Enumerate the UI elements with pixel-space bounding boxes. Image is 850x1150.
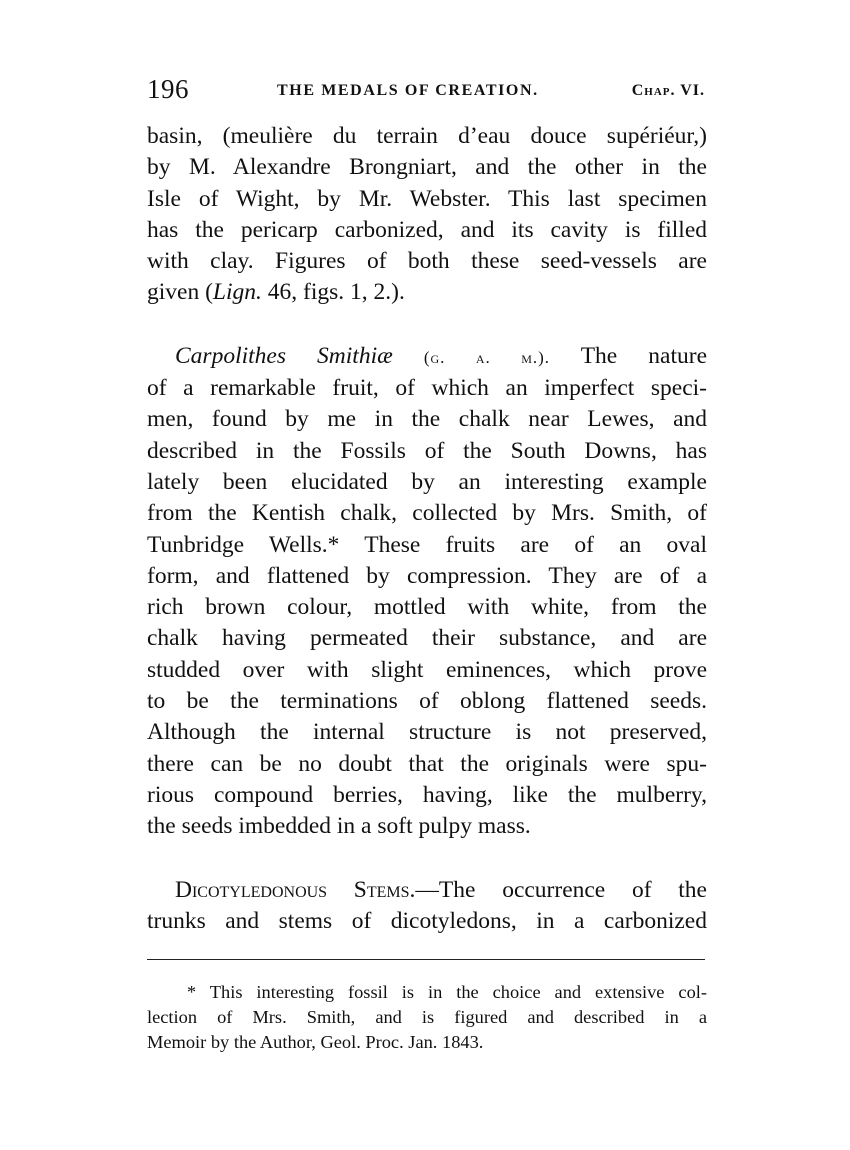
text-line: by M. Alexandre Brongniart, and the other in the bbox=[147, 154, 707, 181]
paragraph-1 bbox=[147, 121, 707, 309]
chapter-reference: Chap. VI. bbox=[631, 82, 705, 99]
text-line: there can be no doubt that the originals were spu- bbox=[147, 750, 707, 777]
text-segment: 46, figs. 1, 2.). bbox=[261, 279, 405, 306]
book-page bbox=[147, 72, 707, 1055]
text-line: lately been elucidated by an interesting example bbox=[147, 468, 707, 495]
page-number: 196 bbox=[147, 74, 189, 104]
footnote-line: Memoir by the Author, Geol. Proc. Jan. 1843. bbox=[147, 1031, 484, 1052]
author-initials: (g. a. m.). bbox=[423, 347, 551, 367]
italic-reference: Lign. bbox=[212, 279, 262, 306]
text-line: Isle of Wight, by Mr. Webster. This last specimen bbox=[147, 185, 707, 212]
text-segment: The nature bbox=[580, 342, 707, 369]
text-line: chalk having permeated their substance, and are bbox=[147, 625, 707, 652]
text-line: trunks and stems of dicotyledons, in a carbonized bbox=[147, 907, 707, 934]
text-segment: —The occurrence of the bbox=[415, 876, 707, 903]
footnote bbox=[147, 980, 707, 1054]
text-line: rich brown colour, mottled with white, from the bbox=[147, 594, 707, 621]
text-line: of a remarkable fruit, of which an imperfect speci- bbox=[147, 375, 707, 402]
text-line: basin, (meulière du terrain d’eau douce supériéur,) bbox=[147, 123, 707, 149]
text-segment: given ( bbox=[147, 279, 213, 306]
text-line: has the pericarp carbonized, and its cavity is filled bbox=[147, 216, 707, 243]
text-line bbox=[147, 277, 707, 308]
text-line: rious compound berries, having, like the mulberry, bbox=[147, 781, 707, 808]
text-line: described in the Fossils of the South Downs, has bbox=[147, 437, 707, 464]
text-line: from the Kentish chalk, collected by Mrs. Smith, of bbox=[147, 500, 707, 527]
section-heading: Dicotyledonous Stems. bbox=[175, 876, 416, 903]
text-line: studded over with slight eminences, which prove bbox=[147, 656, 707, 683]
text-line bbox=[147, 341, 707, 373]
running-head bbox=[147, 72, 707, 112]
text-line: to be the terminations of oblong flattened seeds. bbox=[147, 688, 707, 715]
text-line: with clay. Figures of both these seed-vessels are bbox=[147, 248, 707, 275]
footnote-line: * This interesting fossil is in the choice and extensive col- bbox=[187, 982, 707, 1003]
species-name: Carpolithes Smithiæ bbox=[175, 342, 393, 369]
paragraph-2 bbox=[147, 341, 707, 843]
text-line: Although the internal structure is not preserved, bbox=[147, 719, 707, 746]
text-line: Tunbridge Wells.* These fruits are of an oval bbox=[147, 531, 707, 558]
footnote-divider bbox=[147, 959, 705, 960]
text-line: the seeds imbedded in a soft pulpy mass. bbox=[147, 813, 531, 840]
running-title: THE MEDALS OF CREATION. bbox=[277, 82, 539, 99]
text-line: men, found by me in the chalk near Lewes, and bbox=[147, 406, 707, 433]
paragraph-3 bbox=[147, 875, 707, 938]
footnote-line: lection of Mrs. Smith, and is figured and described in a bbox=[147, 1006, 707, 1027]
text-line: form, and flattened by compression. They are of a bbox=[147, 562, 707, 589]
text-line bbox=[147, 875, 707, 906]
